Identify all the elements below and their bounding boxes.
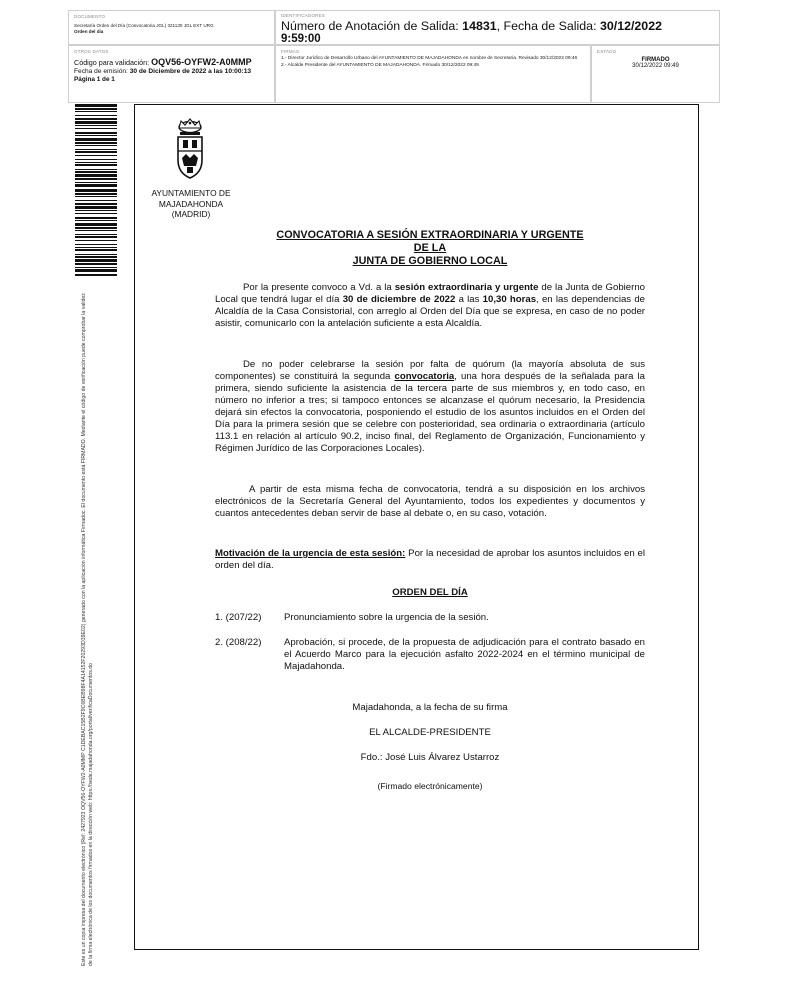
barcode-bar <box>75 203 117 205</box>
barcode-bar <box>75 104 117 107</box>
barcode-bar <box>75 182 117 183</box>
estado-date: 30/12/2022 09:49 <box>632 63 679 69</box>
barcode-bar <box>75 249 117 251</box>
orden-item-2 <box>215 637 645 673</box>
barcode-bar <box>75 121 117 124</box>
title-line1: CONVOCATORIA A SESIÓN EXTRAORDINARIA Y URGENTE <box>276 229 584 241</box>
emision-date: 30 de Diciembre de 2022 a las 10:00:13 <box>129 68 252 75</box>
anotacion-mid: , Fecha de Salida: <box>496 19 600 33</box>
barcode-bar <box>75 263 117 265</box>
barcode-bar <box>75 256 117 258</box>
barcode-bar <box>75 213 117 214</box>
anotacion-number: 14831 <box>462 19 497 33</box>
barcode-bar <box>75 210 117 211</box>
barcode-bar <box>75 162 117 163</box>
document-title <box>215 229 645 268</box>
barcode-bar <box>75 223 117 226</box>
anotacion-line <box>281 19 714 34</box>
orden-item-num: 2. (208/22) <box>215 637 262 648</box>
firma-1: 1.- Director Jurídico de Desarrollo Urbano del AYUNTAMIENTO DE MAJADAHONDA en nombre de Secretaria. Revisado 30/12/2022 09:46 <box>281 56 578 61</box>
barcode-bar <box>75 108 117 110</box>
estado-label: ESTADO <box>597 49 617 54</box>
anotacion-time: 9:59:00 <box>281 33 321 45</box>
emision-prefix: Fecha de emisión: <box>74 68 130 75</box>
barcode-bar <box>75 142 117 144</box>
barcode-bar <box>75 151 117 153</box>
barcode-bar <box>75 247 117 248</box>
codigo-line <box>74 57 269 68</box>
barcode-bar <box>75 200 117 201</box>
barcode-bar <box>75 145 117 146</box>
barcode-bar <box>75 128 117 129</box>
firmas-cell <box>275 45 591 103</box>
barcode-bar <box>75 149 117 150</box>
barcode-bar <box>75 220 117 221</box>
barcode-bar <box>75 174 117 177</box>
orden-item-text: Aprobación, si procede, de la propuesta de adjudicación para el contrato basado en el Acuerdo Marco para la ejecución asfalto 2022-2024 en el término municipal de Majadahonda. <box>284 637 645 672</box>
estado-value: FIRMADO <box>641 57 670 63</box>
motivacion-paragraph <box>215 548 645 572</box>
barcode-bar <box>75 184 117 187</box>
emision-line <box>74 68 269 76</box>
codigo-value: OQV56-OYFW2-A0MMP <box>151 57 252 67</box>
barcode-bar <box>75 132 117 134</box>
signer-name: Fdo.: José Luis Álvarez Ustarroz <box>360 752 500 763</box>
barcode <box>75 104 117 276</box>
identificadores-cell <box>275 10 720 45</box>
barcode-bar <box>75 171 117 173</box>
barcode-bar <box>75 135 117 136</box>
otros-label: OTROS DATOS <box>74 49 109 54</box>
place-date: Majadahonda, a la fecha de su firma <box>352 702 508 713</box>
municipality-block <box>136 188 246 220</box>
barcode-bar <box>75 164 117 166</box>
barcode-bar <box>75 227 117 229</box>
barcode-bar <box>75 111 117 112</box>
estado-cell <box>591 45 720 103</box>
barcode-bar <box>75 196 117 197</box>
title-line3: JUNTA DE GOBIERNO LOCAL <box>352 255 508 267</box>
barcode-bar <box>75 206 117 209</box>
documento-line1: Secretaría Orden del Día (Convocatoria JGL) 321130 JGL EXT URG <box>74 23 214 28</box>
barcode-bar <box>75 217 117 219</box>
motivacion-text: Por la necesidad de aprobar los asuntos incluidos en el orden del día. <box>215 548 645 571</box>
barcode-bar <box>75 240 117 241</box>
anotacion-prefix: Número de Anotación de Salida: <box>281 19 463 33</box>
barcode-bar <box>75 115 117 116</box>
barcode-bar <box>75 125 117 126</box>
barcode-bar <box>75 178 117 180</box>
electronic-signature-note: (Firmado electrónicamente) <box>377 781 483 791</box>
barcode-bar <box>75 169 117 170</box>
signer-role: EL ALCALDE-PRESIDENTE <box>369 727 491 738</box>
firmas-label: FIRMAS <box>281 49 300 54</box>
barcode-bar <box>75 189 117 192</box>
otros-datos-cell <box>68 45 275 103</box>
barcode-bar <box>75 236 117 238</box>
municipality-line3: (MADRID) <box>171 209 211 219</box>
paragraph-3: A partir de esta misma fecha de convocatoria, tendrá a su disposición en los archivos electrónicos de la Secretaría General del Ayuntamiento, todos los expedientes y documentos y cuantos antecedentes deban servir de base al debate o, en su caso, votación. <box>215 484 645 519</box>
orden-heading: ORDEN DEL DÍA <box>392 587 468 598</box>
paragraph-1: Por la presente convoco a Vd. a la sesión extraordinaria y urgente de la Junta de Gobierno Local que tendrá lugar el día 30 de diciembre de 2022 a las 10,30 horas, en las dependencias de Alcaldía de la Casa Consistorial, con arreglo al Orden del Día que se expresa, en caso de no poder asistir, comunicarlo con la antelación suficiente a esta Alcaldía. <box>215 282 646 329</box>
title-line2: DE LA <box>413 242 447 254</box>
barcode-bar <box>75 244 117 245</box>
barcode-bar <box>75 259 117 262</box>
barcode-bar <box>75 234 117 235</box>
barcode-bar <box>75 274 117 276</box>
barcode-bar <box>75 193 117 195</box>
documento-cell <box>68 10 275 45</box>
pagina-line: Página 1 de 1 <box>74 76 115 83</box>
firma-2: 2.- Alcalde Presidente del AYUNTAMIENTO DE MAJADAHONDA. Firmado 30/12/2022 09:49 <box>281 62 479 68</box>
barcode-bar <box>75 155 117 156</box>
orden-item-text: Pronunciamiento sobre la urgencia de la sesión. <box>284 612 489 623</box>
municipality-line2: MAJADAHONDA <box>158 198 224 209</box>
barcode-bar <box>75 230 117 231</box>
verification-side-note: Este es un copia impresa del documento electrónico (Ref: 2427923 OQV56-OYFW2-A0MMP C1DEBAC15B2F9C6BEB98F4A14152F20293D39E02) generado con la aplicación informática Firmadoc. El documento está FIRMADO. Mediante el código de verificación puede comprobar la validez de la firma electrónica de los documentos firmados en la dirección web: https://sede.majadahonda.org/portal/verificaDocumentos.do <box>81 293 94 966</box>
paragraph-2: De no poder celebrarse la sesión por falta de quórum (la mayoría absoluta de sus componentes) se constituirá la segunda convocatoria, una hora después de la señalada para la primera, siendo suficiente la asistencia de la tercera parte de sus miembros y, en todo caso, en número no inferior a tres; si tampoco entonces se alcanzase el quórum necesario, la Presidencia dejará sin efectos la convocatoria, posponiendo el estudio de los asuntos incluidos en el Orden del Día para la primera sesión que se celebre con posterioridad, sea ordinaria o extraordinaria (artículo 113.1 en relación al artículo 90.2, inciso final, del Reglamento de Organización, Funcionamiento y Régimen Jurídico de las Corporaciones Locales). <box>215 359 646 454</box>
documento-label: DOCUMENTO <box>74 14 106 19</box>
anotacion-date: 30/12/2022 <box>599 19 662 33</box>
codigo-prefix: Código para validación: <box>74 58 152 67</box>
barcode-bar <box>75 267 117 268</box>
coat-of-arms-icon <box>170 118 210 182</box>
orden-item-num: 1. (207/22) <box>215 612 262 623</box>
documento-line2: Orden del día <box>74 29 104 34</box>
municipality-line1: AYUNTAMIENTO DE <box>151 188 231 198</box>
barcode-bar <box>75 138 117 141</box>
barcode-bar <box>75 118 117 120</box>
orden-item-1 <box>215 612 645 624</box>
barcode-bar <box>75 269 117 272</box>
motivacion-label: Motivación de la urgencia de esta sesión: <box>215 548 406 559</box>
barcode-bar <box>75 159 117 160</box>
barcode-bar <box>75 254 117 255</box>
identificadores-label: IDENTIFICADORES <box>281 13 326 18</box>
